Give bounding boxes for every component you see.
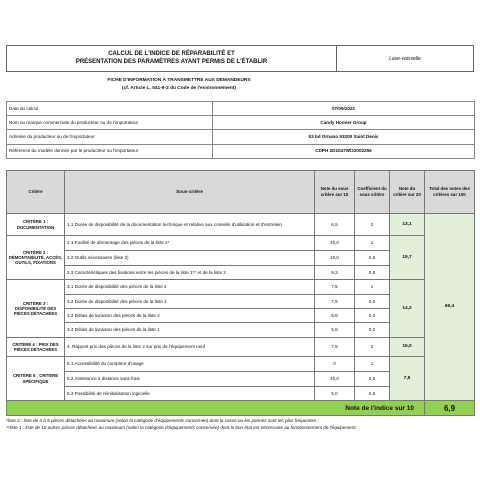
sub-criterion-score: 7,5: [315, 294, 355, 308]
info-value: Candy Hoover Group: [213, 116, 475, 130]
sub-criterion-coefficient: 0,3: [355, 308, 390, 322]
sub-criterion-label: 1.1 Durée de disponibilité de la documentation technique et relative aux conseils d'utilisation et d'entretien: [65, 214, 315, 236]
info-value: 07/09/2022: [213, 102, 475, 116]
sub-criterion-label: 2.1 Facilité de démontage des pièces de la liste 2*: [65, 236, 315, 251]
sub-criterion-score: 6,5: [315, 214, 355, 236]
criterion-name: CRITÈRE 1 : DOCUMENTATION: [7, 214, 65, 236]
info-label: Référence du modèle donnée par le producteur ou l'importateur: [7, 144, 213, 158]
index-row: [7, 401, 475, 416]
info-label: Date du calcul: [7, 102, 213, 116]
sub-criterion-score: 5,8: [315, 308, 355, 322]
info-row: [7, 130, 475, 144]
info-row: [7, 144, 475, 158]
sub-criterion-label: 2.2 Outils nécessaires (liste 2): [65, 250, 315, 265]
table-row: [7, 337, 475, 357]
sub-criterion-label: 4. Rapport prix des pièces de la liste 2 sur prix de l'équipement neuf: [65, 337, 315, 357]
criterion-score: 15,0: [390, 337, 425, 357]
fiche-title: FICHE D'INFORMATION À TRANSMETTRE AUX DEMANDEURS: [107, 78, 251, 83]
sub-criterion-label: 5.2 Assistance à distance sans frais: [65, 371, 315, 386]
sub-criterion-label: 3.4 Délais de livraison des pièces de la liste 1: [65, 323, 315, 337]
sub-criterion-score: 10,0: [315, 236, 355, 251]
criterion-name: CRITÈRE 5 : CRITÈRE SPÉCIFIQUE: [7, 357, 65, 401]
table-row: [7, 357, 475, 372]
info-table: [6, 101, 475, 159]
sub-criterion-label: 2.3 Caractéristiques des fixations entre les pièces de la liste 1** et de la liste 2: [65, 265, 315, 280]
column-header-criterion-score: Note du critère sur 20: [390, 171, 425, 214]
sub-criterion-label: 3.2 Durée de disponibilité des pièces de la liste 1: [65, 294, 315, 308]
sub-criterion-label: 3.1 Durée de disponibilité des pièces de la liste 2: [65, 280, 315, 294]
table-row: [7, 214, 475, 236]
footnotes: [6, 417, 474, 431]
sub-criterion-coefficient: 2: [355, 214, 390, 236]
table-header-row: [7, 171, 475, 214]
sub-criterion-score: 0: [315, 357, 355, 372]
criterion-score: 14,2: [390, 280, 425, 337]
column-header-coefficient: Coefficient du sous critère: [355, 171, 390, 214]
table-row: [7, 236, 475, 251]
criterion-name: CRITÈRE 4 : PRIX DES PIÈCES DÉTACHÉES: [7, 337, 65, 357]
title-line-1: CALCUL DE L'INDICE DE RÉPARABILITÉ ET: [108, 50, 235, 57]
title-box: [6, 45, 474, 72]
column-header-sub-criterion: Sous-critère: [65, 171, 315, 214]
sub-criterion-coefficient: 1: [355, 236, 390, 251]
sub-criterion-coefficient: 0,5: [355, 250, 390, 265]
column-header-criterion: Critère: [7, 171, 65, 214]
info-label: Nom ou marque commerciale du producteur ou de l'importateur: [7, 116, 213, 130]
sub-criterion-coefficient: 0,5: [355, 371, 390, 386]
fiche-heading: [6, 77, 352, 92]
info-label: Adresse du producteur ou de l'importateur: [7, 130, 213, 144]
table-row: [7, 280, 475, 294]
column-header-total: Total des notes des critères sur 100: [425, 171, 475, 214]
sub-criterion-coefficient: 0,5: [355, 386, 390, 401]
sub-criterion-score: 9,3: [315, 265, 355, 280]
sub-criterion-coefficient: 1: [355, 357, 390, 372]
sub-criterion-coefficient: 0,2: [355, 323, 390, 337]
footnote-liste-1: **liste 1 : liste de 10 autres pièces détachées au maximum (selon la catégorie d'équipements concernée) dont le bon état est nécessaire au fonctionnement de l'équipement.: [6, 425, 357, 430]
sub-criterion-label: 5.1 Accessibilité du compteur d'usage: [65, 357, 315, 372]
total-score: 69,4: [425, 214, 475, 401]
info-value: 53 bd Ornano 93200 Saint Denis: [213, 130, 475, 144]
criterion-score: 7,5: [390, 357, 425, 401]
sub-criterion-coefficient: 2: [355, 337, 390, 357]
sub-criterion-score: 10,0: [315, 250, 355, 265]
sub-criterion-score: 10,0: [315, 371, 355, 386]
criterion-name: CRITÈRE 2 : DÉMONTABILITÉ, ACCÈS, OUTILS, FIXATIONS: [7, 236, 65, 280]
document-title: [7, 46, 337, 71]
sub-criterion-label: 5.3 Possibilité de réinitialisation logicielle: [65, 386, 315, 401]
sub-criterion-score: 7,5: [315, 337, 355, 357]
product-category: Lave-vaisselle: [389, 55, 421, 62]
criterion-score: 19,7: [390, 236, 425, 280]
criterion-score: 13,1: [390, 214, 425, 236]
index-label: Note de l'indice sur 10: [7, 401, 425, 416]
column-header-sub-score: Note du sous critère sur 10: [315, 171, 355, 214]
fiche-reference: (cf. Article L. 541-9-2 du Code de l'environnement): [122, 85, 236, 91]
sub-criterion-coefficient: 0,5: [355, 294, 390, 308]
sub-criterion-score: 5,8: [315, 323, 355, 337]
sub-criterion-label: 3.3 Délais de livraison des pièces de la liste 2: [65, 308, 315, 322]
info-value: CDPH 2D1047W/32002256: [213, 144, 475, 158]
info-row: [7, 116, 475, 130]
info-row: [7, 102, 475, 116]
title-line-2: PRÉSENTATION DES PARAMÈTRES AYANT PERMIS DE L'ÉTABLIR: [75, 58, 268, 65]
sub-criterion-coefficient: 1: [355, 280, 390, 294]
sub-criterion-score: 7,5: [315, 280, 355, 294]
criterion-name: CRITÈRE 3 : DISPONIBILITÉ DES PIÈCES DÉTACHÉES: [7, 280, 65, 337]
footnote-liste-2: *liste 2 : liste de 3 à 5 pièces détachées au maximum (selon la catégorie d'équipements concernée) dont la casse ou les pannes sont les plus fréquentes ;: [6, 418, 319, 423]
score-table: [6, 170, 475, 416]
sub-criterion-score: 5,0: [315, 386, 355, 401]
index-value: 6,9: [425, 401, 475, 416]
sub-criterion-coefficient: 0,5: [355, 265, 390, 280]
